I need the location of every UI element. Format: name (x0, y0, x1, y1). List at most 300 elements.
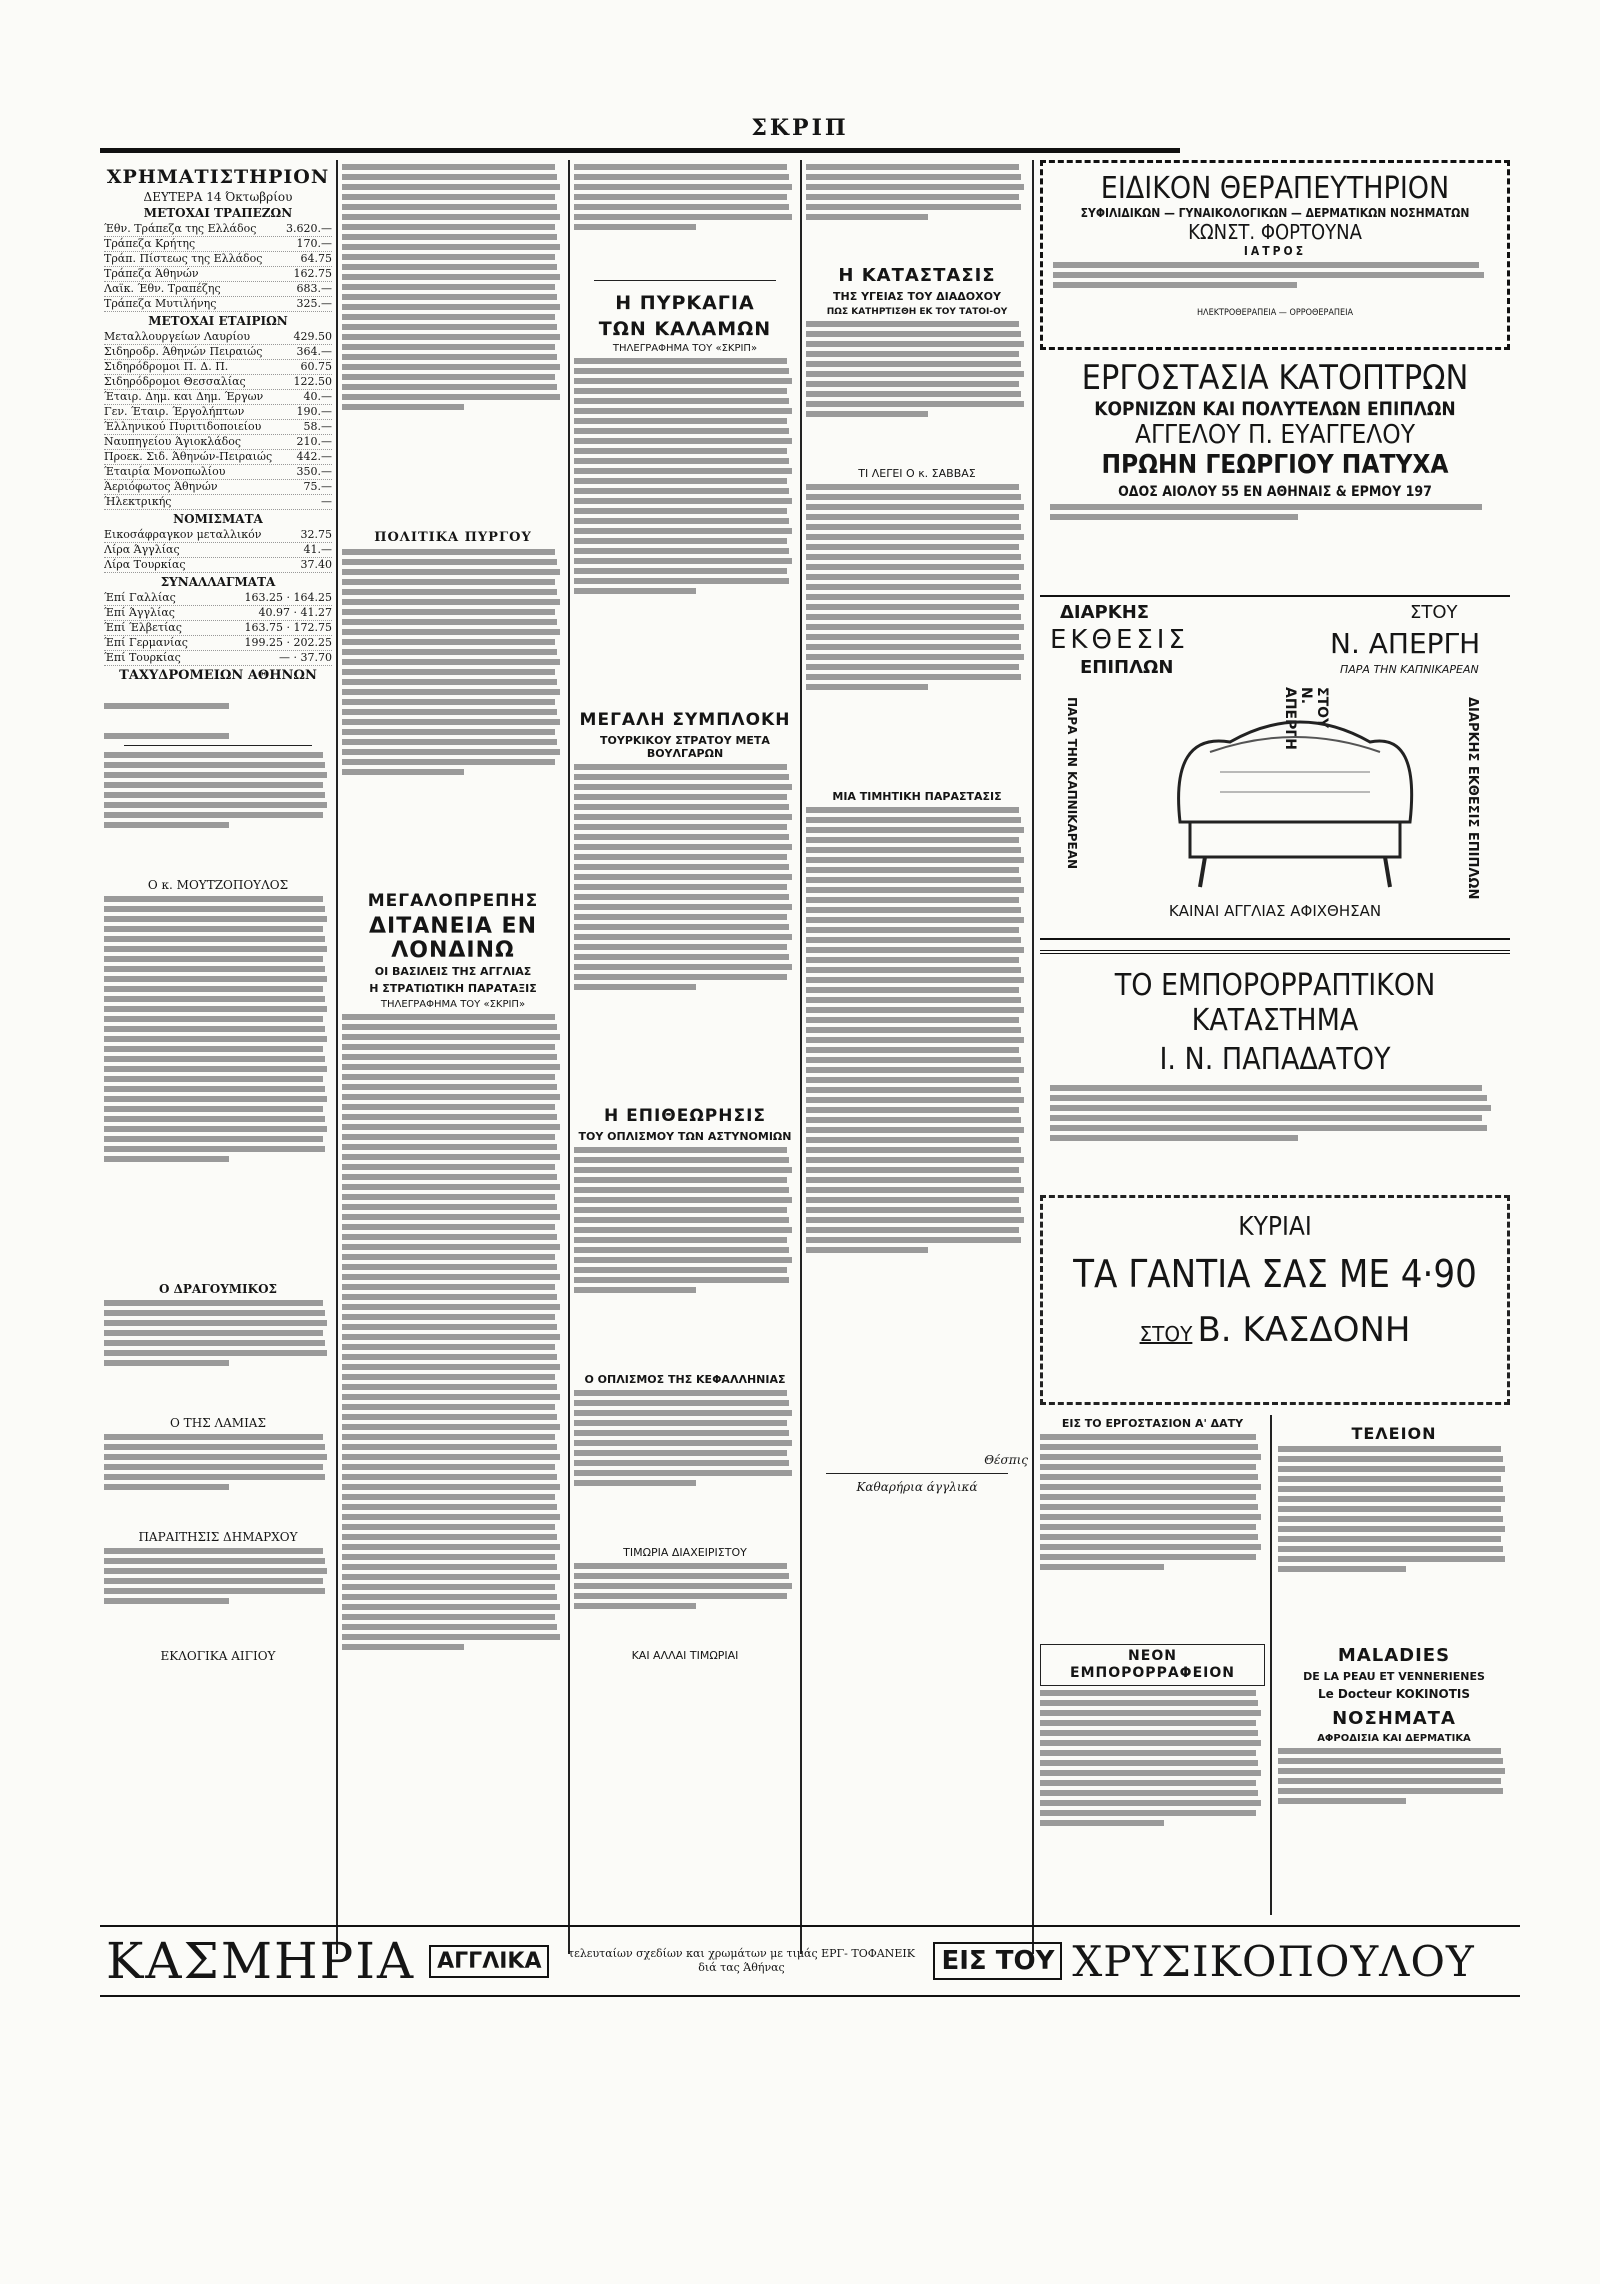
filler-text (104, 715, 332, 739)
row-label: Σιδηρόδρομοι Π. Δ. Π. (104, 360, 229, 373)
row-label: Έπί Άγγλίας (104, 606, 175, 619)
ad-furniture-l1: ΔΙΑΡΚΗΣ (1060, 602, 1150, 623)
text-line (806, 321, 1019, 327)
text-line (342, 1414, 557, 1420)
text-line (806, 1137, 1019, 1143)
text-line (342, 1224, 555, 1230)
column-rule (568, 160, 570, 1954)
column-rule (800, 160, 802, 1954)
row-value: 41.— (303, 543, 332, 556)
text-line (104, 733, 229, 739)
text-line (1053, 282, 1297, 288)
text-line (806, 1097, 1024, 1103)
text-line (806, 664, 1019, 670)
text-line (342, 549, 555, 555)
text-line (342, 759, 555, 765)
table-row (104, 267, 332, 282)
row-value: 60.75 (300, 360, 332, 373)
text-line (342, 1344, 555, 1350)
text-line (806, 987, 1019, 993)
row-label: Γεν. Έταιρ. Έργολήπτων (104, 405, 245, 418)
text-line (342, 254, 555, 260)
text-line (574, 1147, 787, 1153)
text-line (574, 894, 789, 900)
text-line (342, 679, 557, 685)
text-line (342, 284, 555, 290)
text-line (1278, 1788, 1503, 1794)
text-line (104, 1320, 327, 1326)
text-line (574, 214, 792, 220)
text-line (574, 194, 787, 200)
text-line (574, 1480, 696, 1486)
text-line (104, 1568, 327, 1574)
text-line (574, 528, 792, 534)
text-line (104, 1066, 327, 1072)
deck-crown-prince: ΤΗΣ ΥΓΕΙΑΣ ΤΟΥ ΔΙΑΔΟΧΟΥ (833, 290, 1001, 303)
text-line (342, 1384, 557, 1390)
row-label: Λίρα Άγγλίας (104, 543, 180, 556)
text-line (104, 916, 327, 922)
text-line (806, 634, 1019, 640)
text-line (806, 847, 1021, 853)
text-line (574, 388, 787, 394)
ad-mirrors (1040, 358, 1510, 588)
text-line (104, 762, 325, 768)
article-text (342, 549, 564, 879)
text-line (104, 1434, 323, 1440)
table-row (104, 237, 332, 252)
text-line (342, 1354, 557, 1360)
text-line (1040, 1740, 1261, 1746)
banner-details: τελευταίων σχεδίων και χρωμάτων με τιμάς ΕΡΓ- ΤΟΦΑΝΕΙΚ διά τας Άθήνας (568, 1947, 915, 1974)
table-row (104, 591, 332, 606)
text-line (1278, 1446, 1501, 1452)
deck-kefallinia: Ο ΟΠΛΙΣΜΟΣ ΤΗΣ ΚΕΦΑΛΛΗΝΙΑΣ (584, 1373, 786, 1386)
text-line (342, 294, 557, 300)
text-line (1040, 1710, 1261, 1716)
text-line (104, 1006, 327, 1012)
table-row (104, 330, 332, 345)
text-line (806, 684, 928, 690)
text-line (574, 368, 789, 374)
text-line (342, 749, 560, 755)
text-line (104, 1146, 325, 1152)
text-line (806, 827, 1024, 833)
text-line (806, 574, 1019, 580)
text-line (806, 534, 1024, 540)
text-line (806, 1117, 1021, 1123)
ad-tailor-new: ΝΕΟΝ ΕΜΠΟΡΟΡΡΑΦΕΙΟΝ (1040, 1644, 1265, 1686)
text-line (342, 1234, 557, 1240)
deck-police-arms: ΤΟΥ ΟΠΛΙΣΜΟΥ ΤΩΝ ΑΣΤΥΝΟΜΙΩΝ (578, 1130, 792, 1143)
table-row (104, 375, 332, 390)
text-line (104, 966, 325, 972)
text-line (574, 904, 792, 910)
article-text (342, 164, 564, 524)
text-line (342, 1594, 557, 1600)
text-line (574, 358, 787, 364)
deck-savvas: ΤΙ ΛΕΓΕΙ Ο κ. ΣΑΒΒΑΣ (858, 467, 976, 480)
text-line (104, 976, 327, 982)
text-line (342, 659, 560, 665)
row-value: 32.75 (300, 528, 332, 541)
text-line (342, 1264, 557, 1270)
row-value: 75.— (303, 480, 332, 493)
text-line (806, 1077, 1019, 1083)
text-line (574, 164, 787, 170)
text-line (342, 699, 555, 705)
text-line (1050, 1095, 1487, 1101)
text-line (104, 772, 327, 778)
text-line (342, 669, 555, 675)
column-politics (342, 160, 564, 1944)
column-rule (1270, 1415, 1272, 1915)
text-line (342, 1114, 557, 1120)
text-line (574, 518, 789, 524)
text-line (574, 774, 789, 780)
text-line (1278, 1556, 1505, 1562)
text-line (342, 649, 557, 655)
text-line (342, 719, 560, 725)
text-line (342, 729, 555, 735)
row-label: Τράπ. Πίστεως της Ελλάδος (104, 252, 263, 265)
text-line (342, 1624, 557, 1630)
text-line (342, 1324, 557, 1330)
article-text (574, 764, 796, 1094)
table-row (104, 543, 332, 558)
text-line (342, 1074, 555, 1080)
text-line (342, 1204, 557, 1210)
article-text (342, 1014, 564, 1914)
text-line (104, 1300, 323, 1306)
text-line (342, 1274, 560, 1280)
ad-gloves-prefix: ΣΤΟΥ (1139, 1322, 1193, 1346)
text-line (806, 184, 1024, 190)
ad-maladies-l2: DE LA PEAU ET VENNERIENES (1303, 1670, 1485, 1683)
ad-text (1040, 1690, 1265, 1890)
text-line (806, 1217, 1024, 1223)
text-line (342, 1404, 555, 1410)
text-line (806, 624, 1024, 630)
text-line (342, 769, 464, 775)
ad-text (1278, 1446, 1510, 1636)
row-label: Σιδηροδρ. Άθηνών Πειραιώς (104, 345, 263, 358)
text-line (342, 599, 560, 605)
text-line (104, 1076, 323, 1082)
row-label: Ναυπηγείου Άγιοκλάδος (104, 435, 242, 448)
text-line (1040, 1690, 1256, 1696)
text-line (806, 494, 1021, 500)
ad-gloves-shop: Β. ΚΑΣΔΟΝΗ (1197, 1310, 1411, 1350)
text-line (806, 967, 1021, 973)
text-line (1278, 1798, 1406, 1804)
text-line (1278, 1778, 1501, 1784)
text-line (806, 877, 1021, 883)
ad-gloves-l2: ΤΑ ΓΑΝΤΙΑ ΣΑΣ ΜΕ 4·90 (1073, 1252, 1477, 1296)
text-line (1278, 1526, 1505, 1532)
text-line (1278, 1546, 1503, 1552)
text-line (806, 614, 1021, 620)
text-line (104, 896, 323, 902)
row-value: 190.— (296, 405, 332, 418)
column-health (806, 160, 1028, 1944)
text-line (574, 1237, 787, 1243)
text-line (806, 401, 1024, 407)
text-line (104, 1156, 229, 1162)
article-text (806, 164, 1028, 254)
text-line (342, 1444, 557, 1450)
text-line (104, 946, 327, 952)
text-line (342, 639, 555, 645)
text-line (1040, 1760, 1258, 1766)
text-line (342, 1294, 557, 1300)
text-line (342, 1214, 560, 1220)
row-label: Έθν. Τράπεζα της Ελλάδος (104, 222, 257, 235)
text-line (342, 1034, 560, 1040)
column-rule (336, 160, 338, 1954)
banner-english: ΑΓΓΛΙΚΑ (429, 1945, 549, 1978)
article-text (104, 1300, 332, 1410)
text-line (574, 1177, 787, 1183)
row-value: 199.25 · 202.25 (244, 636, 332, 649)
text-line (574, 204, 789, 210)
table-row (104, 390, 332, 405)
row-label: Έλληνικού Πυριτιδοποιείου (104, 420, 262, 433)
text-line (574, 784, 792, 790)
table-row (104, 621, 332, 636)
row-value: 429.50 (293, 330, 332, 343)
text-line (342, 364, 560, 370)
text-line (104, 1464, 323, 1470)
text-line (1040, 1770, 1261, 1776)
row-label: Σιδηρόδρομοι Θεσσαλίας (104, 375, 246, 388)
text-line (342, 164, 555, 170)
text-line (342, 619, 557, 625)
text-line (342, 1394, 560, 1400)
text-line (574, 934, 792, 940)
text-line (574, 1157, 789, 1163)
text-line (574, 884, 787, 890)
text-line (104, 1046, 323, 1052)
text-line (1040, 1504, 1258, 1510)
row-label: Τράπεζα Μυτιλήνης (104, 297, 217, 310)
ad-maladies-l1: MALADIES (1337, 1645, 1451, 1666)
text-line (342, 1244, 560, 1250)
text-line (342, 1134, 555, 1140)
row-value: 170.— (296, 237, 332, 250)
text-line (574, 914, 787, 920)
text-line (806, 887, 1024, 893)
text-line (342, 394, 560, 400)
ad-lower-left (1040, 1415, 1265, 1915)
text-line (806, 1177, 1021, 1183)
ad-maladies-l4: ΝΟΣΗΜΑΤΑ (1332, 1708, 1456, 1729)
text-line (806, 514, 1019, 520)
text-line (342, 1474, 557, 1480)
text-line (574, 1450, 787, 1456)
text-line (574, 924, 789, 930)
banner-at: ΕΙΣ ΤΟΥ (933, 1942, 1062, 1980)
headline-fire: Η ΠΥΡΚΑΓΙΑ (615, 292, 755, 314)
text-line (1040, 1800, 1261, 1806)
table-row (104, 282, 332, 297)
text-line (806, 997, 1021, 1003)
text-line (1040, 1534, 1258, 1540)
text-line (342, 234, 557, 240)
ad-mirrors-l5: ΟΔΟΣ ΑΙΟΛΟΥ 55 ΕΝ ΑΘΗΝΑΙΣ & ΕΡΜΟΥ 197 (1118, 484, 1432, 500)
headline-inspection: Η ΕΠΙΘΕΩΡΗΣΙΣ (603, 1106, 767, 1126)
text-line (342, 214, 560, 220)
text-line (342, 334, 560, 340)
text-line (1040, 1730, 1258, 1736)
text-line (342, 1644, 464, 1650)
text-line (806, 837, 1019, 843)
text-line (806, 504, 1024, 510)
text-line (806, 957, 1019, 963)
text-line (342, 304, 560, 310)
text-line (342, 1254, 555, 1260)
ad-tailor-name: Ι. Ν. ΠΑΠΑΔΑΤΟΥ (1159, 1042, 1391, 1077)
text-line (574, 578, 789, 584)
text-line (806, 544, 1019, 550)
text-line (806, 214, 928, 220)
text-line (104, 703, 229, 709)
ad-therapeutic-small: ΗΛΕΚΤΡΟΘΕΡΑΠΕΙΑ — ΟΡΡΟΘΕΡΑΠΕΙΑ (1196, 308, 1354, 318)
text-line (104, 956, 323, 962)
text-line (104, 1548, 323, 1554)
text-line (806, 817, 1021, 823)
text-line (806, 1167, 1019, 1173)
article-text (104, 896, 332, 1276)
text-line (574, 1573, 789, 1579)
row-value: — (321, 495, 332, 508)
text-line (574, 1287, 696, 1293)
text-line (574, 1257, 792, 1263)
text-line (342, 1364, 560, 1370)
text-line (574, 1217, 789, 1223)
text-line (342, 1044, 555, 1050)
text-line (574, 1593, 787, 1599)
banner-chrysikopoulos: ΧΡΥΣΙΚΟΠΟΥΛΟΥ (1072, 1936, 1475, 1986)
ad-text (1050, 504, 1500, 544)
text-line (1040, 1780, 1256, 1786)
text-line (806, 584, 1021, 590)
ad-text (1050, 1085, 1500, 1175)
deck-military: Η ΣΤΡΑΤΙΩΤΙΚΗ ΠΑΡΑΤΑΞΙΣ (369, 982, 537, 995)
text-line (1278, 1536, 1501, 1542)
deck-telegram: ΤΗΛΕΓΡΑΦΗΜΑ ΤΟΥ «ΣΚΡΙΠ» (380, 999, 526, 1010)
table-row (104, 495, 332, 510)
text-line (342, 1064, 560, 1070)
text-line (806, 977, 1024, 983)
section-currencies: ΝΟΜΙΣΜΑΤΑ (173, 512, 263, 526)
divider (826, 1473, 1008, 1474)
text-line (574, 974, 787, 980)
subhead-resignation: ΠΑΡΑΙΤΗΣΙΣ ΔΗΜΑΡΧΟΥ (138, 1530, 298, 1544)
text-line (104, 1598, 229, 1604)
text-line (806, 1147, 1021, 1153)
text-line (342, 1314, 555, 1320)
text-line (1040, 1820, 1164, 1826)
text-line (104, 1360, 229, 1366)
text-line (342, 1174, 557, 1180)
text-line (574, 1410, 792, 1416)
table-row (104, 558, 332, 573)
text-line (1040, 1444, 1258, 1450)
text-line (104, 1484, 229, 1490)
row-label: Άεριόφωτος Άθηνών (104, 480, 218, 493)
text-line (806, 351, 1019, 357)
text-line (104, 996, 325, 1002)
headline-london: ΔΙΤΑΝΕΙΑ ΕΝ ΛΟΝΔΙΝΩ (369, 914, 537, 963)
ad-furniture-vertical-left: ΣΤΟΥ Ν. ΑΠΕΡΓΗ (1282, 687, 1330, 751)
text-line (574, 944, 787, 950)
ad-therapeutic (1040, 160, 1510, 350)
text-line (574, 448, 787, 454)
article-text (806, 321, 1028, 461)
text-line (342, 224, 555, 230)
text-line (1278, 1496, 1505, 1502)
article-text (806, 484, 1028, 784)
text-line (104, 1016, 323, 1022)
text-line (1278, 1466, 1505, 1472)
ad-text (1053, 262, 1497, 304)
row-value: 3.620.— (286, 222, 332, 235)
text-line (806, 594, 1024, 600)
text-line (1050, 1125, 1487, 1131)
text-line (104, 812, 323, 818)
ad-furniture-l2: ΕΚΘΕΣΙΣ (1050, 625, 1189, 655)
text-line (574, 1563, 787, 1569)
text-line (1040, 1484, 1261, 1490)
text-line (574, 1187, 789, 1193)
text-line (806, 604, 1019, 610)
text-line (806, 947, 1024, 953)
subhead-dragoumikos: Ο ΔΡΑΓΟΥΜΙΚΟΣ (158, 1282, 278, 1296)
text-line (342, 244, 560, 250)
row-value: — · 37.70 (279, 651, 332, 664)
ad-gloves-l3 (1043, 1310, 1507, 1350)
text-line (574, 498, 792, 504)
text-line (806, 1127, 1024, 1133)
text-line (342, 314, 555, 320)
text-line (1040, 1810, 1256, 1816)
stock-exchange-date: ΔΕΥΤΕΡΑ 14 Όκτωβρίου (143, 190, 293, 204)
text-line (342, 404, 464, 410)
text-line (342, 1184, 560, 1190)
text-line (574, 1460, 789, 1466)
text-line (104, 792, 325, 798)
text-line (574, 1267, 787, 1273)
text-line (342, 1144, 557, 1150)
text-line (342, 1014, 555, 1020)
text-line (1278, 1566, 1406, 1572)
text-line (1050, 1115, 1482, 1121)
text-line (342, 1554, 555, 1560)
text-line (342, 1604, 560, 1610)
text-line (342, 1454, 560, 1460)
text-line (574, 1440, 792, 1446)
text-line (1278, 1768, 1505, 1774)
text-line (574, 844, 792, 850)
text-line (342, 1574, 560, 1580)
text-line (1040, 1474, 1258, 1480)
text-line (574, 1277, 789, 1283)
column-rule (1032, 160, 1034, 1954)
text-line (574, 428, 789, 434)
headline-clash: ΜΕΓΑΛΗ ΣΥΜΠΛΟΚΗ (579, 710, 791, 730)
ad-lower-right (1278, 1415, 1510, 1915)
